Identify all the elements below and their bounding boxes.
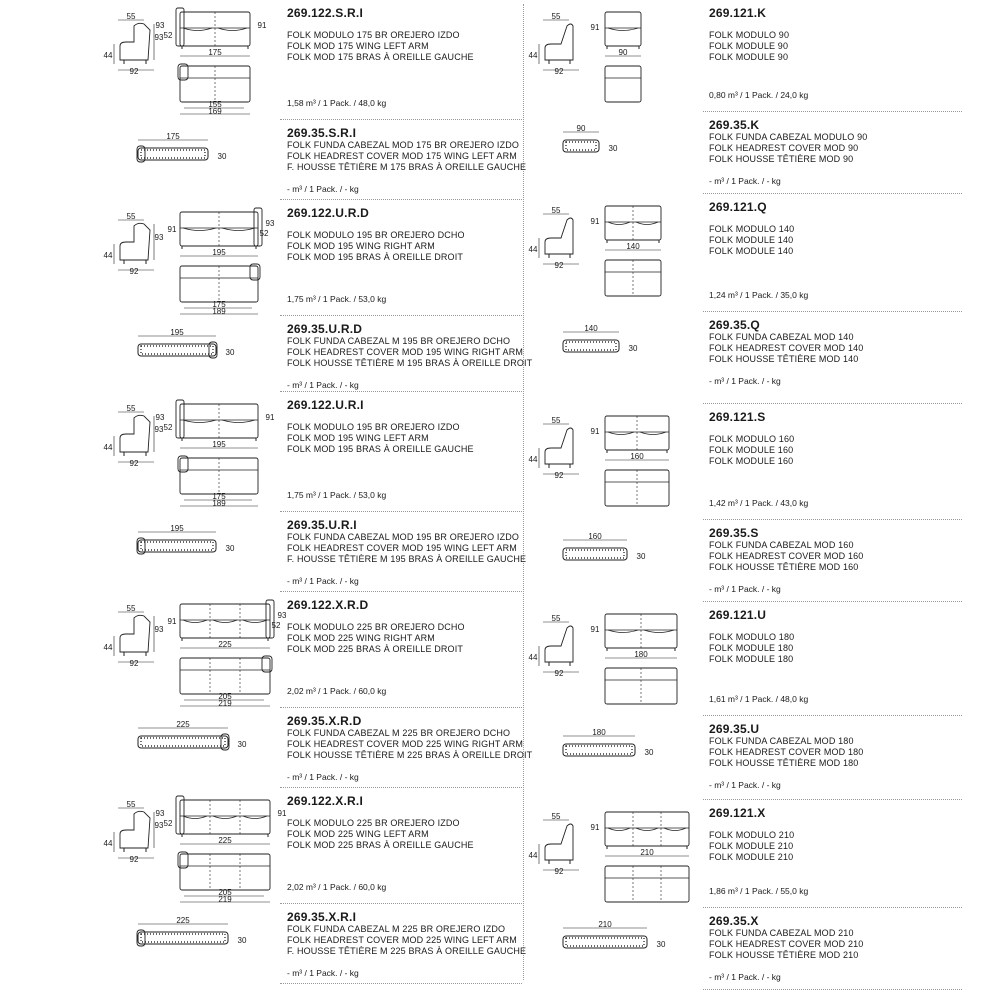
- side-view-drawing: [529, 12, 579, 76]
- description-line: F. HOUSSE TÊTIÈRE M 175 BRAS À OREILLE GAUCHE: [287, 162, 527, 173]
- description-line: FOLK MODULE 140: [709, 235, 794, 246]
- dim-front-height: 91: [590, 23, 600, 32]
- product-code: 269.35.X.R.I: [287, 910, 357, 924]
- product-code: 269.35.U: [709, 722, 760, 736]
- separator-line: [703, 989, 962, 990]
- side-view-drawing: [529, 812, 579, 876]
- product-specs: 2,02 m³ / 1 Pack. / 60,0 kg: [287, 686, 387, 696]
- description-line: FOLK FUNDA CABEZAL M 225 BR OREJERO IZDO: [287, 924, 506, 934]
- dim-cover-width: 160: [588, 532, 602, 541]
- dim-cover-height: 30: [237, 740, 247, 749]
- top-view-drawing: [605, 866, 689, 902]
- description-line: FOLK FUNDA CABEZAL MOD 210: [709, 928, 854, 938]
- description-line: FOLK MOD 225 BRAS À OREILLE DROIT: [287, 644, 463, 655]
- front-view-drawing: [591, 12, 641, 57]
- dim-cover-width: 175: [166, 132, 180, 141]
- separator-line: [703, 715, 962, 716]
- product-description: [709, 30, 789, 64]
- dim-cover-height: 30: [628, 344, 638, 353]
- dim-side-depth: 55: [551, 416, 561, 425]
- side-view-drawing: [529, 614, 579, 678]
- dim-seat-height: 44: [528, 51, 538, 60]
- dim-total-width: 219: [218, 699, 232, 708]
- side-view-drawing: [529, 416, 579, 480]
- separator-line: [703, 799, 962, 800]
- front-view-drawing: [591, 812, 689, 857]
- product-code: 269.122.X.R.D: [287, 598, 369, 612]
- separator-line: [703, 193, 962, 194]
- product-specs: - m³ / 1 Pack. / - kg: [287, 380, 359, 390]
- product-description: [709, 434, 794, 468]
- dim-cover-height: 30: [636, 552, 646, 561]
- module-entry: [0, 804, 1000, 910]
- dim-front-height: 91: [277, 809, 287, 818]
- dim-wing-height: 93: [155, 413, 165, 422]
- product-drawing: [0, 408, 1000, 522]
- product-specs: - m³ / 1 Pack. / - kg: [709, 972, 781, 982]
- description-line: FOLK MODULE 90: [709, 41, 789, 52]
- top-view-drawing: [605, 668, 677, 704]
- dim-cover-width: 140: [584, 324, 598, 333]
- product-code: 269.122.S.R.I: [287, 6, 363, 20]
- dim-seat-height: 44: [103, 51, 113, 60]
- dim-back-height: 52: [163, 819, 173, 828]
- headrest-cover-drawing: [563, 532, 646, 561]
- module-entry: [0, 408, 1000, 522]
- dim-cover-height: 30: [608, 144, 618, 153]
- product-specs: - m³ / 1 Pack. / - kg: [287, 968, 359, 978]
- description-line: FOLK HEADREST COVER MOD 160: [709, 551, 864, 562]
- dim-front-height: 91: [167, 225, 177, 234]
- description-line: FOLK MODULO 195 BR OREJERO IZDO: [287, 422, 460, 432]
- product-specs: 1,75 m³ / 1 Pack. / 53,0 kg: [287, 490, 387, 500]
- description-line: FOLK FUNDA CABEZAL MOD 195 BR OREJERO IZDO: [287, 532, 520, 542]
- product-code: 269.121.K: [709, 6, 767, 20]
- dim-cover-width: 195: [170, 328, 184, 337]
- dim-depth: 92: [554, 867, 564, 876]
- description-line: FOLK MODULO 160: [709, 434, 795, 444]
- dim-seat-height: 44: [528, 851, 538, 860]
- dim-side-height: 93: [154, 625, 164, 634]
- dim-width: 210: [640, 848, 654, 857]
- dim-seat-height: 44: [528, 245, 538, 254]
- dim-total-width: 189: [212, 499, 226, 508]
- description-line: FOLK FUNDA CABEZAL M 195 BR OREJERO DCHO: [287, 336, 511, 346]
- dim-side-height: 93: [154, 233, 164, 242]
- product-code: 269.35.S.R.I: [287, 126, 357, 140]
- dim-wing-height: 93: [155, 809, 165, 818]
- dim-width: 225: [218, 836, 232, 845]
- dim-inner-width: 155: [208, 100, 222, 109]
- description-line: FOLK HEADREST COVER MOD 225 WING LEFT ARM: [287, 935, 517, 946]
- dim-depth: 92: [129, 855, 139, 864]
- product-code: 269.35.X.R.D: [287, 714, 362, 728]
- description-line: FOLK MODULO 90: [709, 30, 790, 40]
- dim-front-height: 91: [590, 427, 600, 436]
- description-line: FOLK MOD 225 WING LEFT ARM: [287, 829, 429, 840]
- product-code: 269.122.X.R.I: [287, 794, 363, 808]
- product-specs: - m³ / 1 Pack. / - kg: [287, 184, 359, 194]
- module-entry: [0, 198, 1000, 314]
- dim-cover-width: 180: [592, 728, 606, 737]
- description-line: FOLK MOD 175 BRAS À OREILLE GAUCHE: [287, 52, 474, 63]
- description-line: FOLK HEADREST COVER MOD 140: [709, 343, 864, 354]
- description-line: FOLK HEADREST COVER MOD 210: [709, 939, 864, 950]
- product-description: [709, 332, 863, 366]
- product-description: [709, 224, 794, 258]
- description-line: FOLK MOD 225 WING RIGHT ARM: [287, 633, 435, 644]
- dim-seat-height: 44: [103, 251, 113, 260]
- product-specs: - m³ / 1 Pack. / - kg: [287, 772, 359, 782]
- description-line: FOLK HOUSSE TÊTIÈRE MOD 210: [709, 950, 859, 961]
- product-code: 269.35.K: [709, 118, 760, 132]
- dim-seat-height: 44: [528, 455, 538, 464]
- dim-front-height: 91: [590, 625, 600, 634]
- dim-seat-height: 44: [528, 653, 538, 662]
- product-specs: 1,75 m³ / 1 Pack. / 53,0 kg: [287, 294, 387, 304]
- dim-seat-height: 44: [103, 443, 113, 452]
- product-code: 269.35.Q: [709, 318, 760, 332]
- front-view-drawing: [591, 614, 677, 659]
- product-drawing: [0, 606, 1000, 718]
- description-line: FOLK MODULE 210: [709, 852, 794, 863]
- description-line: FOLK HOUSSE TÊTIÈRE MOD 140: [709, 354, 859, 365]
- description-line: FOLK MODULO 175 BR OREJERO IZDO: [287, 30, 460, 40]
- product-specs: - m³ / 1 Pack. / - kg: [709, 780, 781, 790]
- description-line: FOLK HOUSSE TÊTIÈRE M 225 BRAS À OREILLE DROIT: [287, 750, 533, 761]
- side-view-drawing: [529, 206, 579, 270]
- headrest-cover-drawing: [563, 728, 654, 757]
- description-line: FOLK MOD 195 BRAS À OREILLE DROIT: [287, 252, 463, 263]
- module-entry: [0, 4, 1000, 114]
- product-specs: 1,86 m³ / 1 Pack. / 55,0 kg: [709, 886, 809, 896]
- description-line: FOLK MOD 175 WING LEFT ARM: [287, 41, 429, 52]
- product-description: [709, 830, 794, 864]
- description-line: FOLK MOD 195 BRAS À OREILLE GAUCHE: [287, 444, 474, 455]
- description-line: FOLK MODULE 210: [709, 841, 794, 852]
- dim-side-depth: 55: [126, 604, 136, 613]
- dim-front-height: 91: [590, 823, 600, 832]
- dim-depth: 92: [554, 669, 564, 678]
- dim-width: 140: [626, 242, 640, 251]
- description-line: FOLK MOD 195 WING RIGHT ARM: [287, 241, 435, 252]
- dim-back-height: 52: [271, 621, 281, 630]
- description-line: FOLK HOUSSE TÊTIÈRE MOD 90: [709, 154, 854, 165]
- dim-cover-height: 30: [225, 544, 235, 553]
- product-code: 269.35.U.R.D: [287, 322, 363, 336]
- headrest-cover-drawing: [563, 124, 618, 153]
- dim-width: 160: [630, 452, 644, 461]
- dim-side-depth: 55: [126, 800, 136, 809]
- product-description: [709, 132, 867, 166]
- separator-line: [703, 111, 962, 112]
- dim-cover-width: 225: [176, 916, 190, 925]
- description-line: FOLK MODULE 140: [709, 246, 794, 257]
- dim-back-height: 52: [163, 423, 173, 432]
- description-line: FOLK FUNDA CABEZAL MOD 160: [709, 540, 854, 550]
- product-specs: 1,61 m³ / 1 Pack. / 48,0 kg: [709, 694, 809, 704]
- dim-seat-height: 44: [103, 839, 113, 848]
- separator-line: [703, 403, 962, 404]
- description-line: FOLK MODULO 225 BR OREJERO DCHO: [287, 622, 465, 632]
- description-line: FOLK HOUSSE TÊTIÈRE MOD 160: [709, 562, 859, 573]
- description-line: FOLK FUNDA CABEZAL MOD 180: [709, 736, 854, 746]
- headrest-cover-entry: [0, 524, 1000, 604]
- dim-width: 90: [618, 48, 628, 57]
- description-line: FOLK FUNDA CABEZAL MOD 140: [709, 332, 854, 342]
- description-line: FOLK FUNDA CABEZAL MOD 175 BR OREJERO IZDO: [287, 140, 520, 150]
- description-line: F. HOUSSE TÊTIÈRE M 225 BRAS À OREILLE GAUCHE: [287, 946, 527, 957]
- description-line: FOLK HOUSSE TÊTIÈRE MOD 180: [709, 758, 859, 769]
- description-line: FOLK HEADREST COVER MOD 195 WING RIGHT ARM: [287, 347, 524, 358]
- description-line: FOLK MOD 225 BRAS À OREILLE GAUCHE: [287, 840, 474, 851]
- description-line: FOLK HEADREST COVER MOD 90: [709, 143, 859, 154]
- description-line: FOLK MOD 195 WING LEFT ARM: [287, 433, 429, 444]
- top-view-drawing: [605, 260, 661, 296]
- description-line: FOLK HEADREST COVER MOD 175 WING LEFT ARM: [287, 151, 517, 162]
- dim-front-height: 91: [590, 217, 600, 226]
- description-line: FOLK MODULO 225 BR OREJERO IZDO: [287, 818, 460, 828]
- dim-width: 180: [634, 650, 648, 659]
- headrest-cover-drawing: [563, 920, 666, 949]
- dim-cover-height: 30: [237, 936, 247, 945]
- dim-depth: 92: [129, 459, 139, 468]
- dim-wing-height: 93: [277, 611, 287, 620]
- dim-side-height: 93: [154, 425, 164, 434]
- top-view-drawing: [605, 470, 669, 506]
- description-line: FOLK HOUSSE TÊTIÈRE M 195 BRAS À OREILLE DROIT: [287, 358, 533, 369]
- dim-depth: 92: [129, 267, 139, 276]
- dim-cover-height: 30: [217, 152, 227, 161]
- product-specs: 1,42 m³ / 1 Pack. / 43,0 kg: [709, 498, 809, 508]
- description-line: FOLK MODULE 90: [709, 52, 789, 63]
- description-line: FOLK HEADREST COVER MOD 195 WING LEFT ARM: [287, 543, 517, 554]
- dim-cover-width: 90: [576, 124, 586, 133]
- dim-cover-height: 30: [644, 748, 654, 757]
- description-line: F. HOUSSE TÊTIÈRE M 195 BRAS À OREILLE GAUCHE: [287, 554, 527, 565]
- product-code: 269.121.Q: [709, 200, 767, 214]
- headrest-cover-entry: [0, 116, 1000, 196]
- product-specs: - m³ / 1 Pack. / - kg: [709, 584, 781, 594]
- product-specs: 1,58 m³ / 1 Pack. / 48,0 kg: [287, 98, 387, 108]
- dim-width: 195: [212, 440, 226, 449]
- dim-total-width: 189: [212, 307, 226, 316]
- product-drawing: [0, 198, 1000, 314]
- dim-side-depth: 55: [551, 12, 561, 21]
- dim-side-height: 93: [154, 821, 164, 830]
- separator-line: [703, 907, 962, 908]
- product-description: [709, 632, 794, 666]
- description-line: FOLK FUNDA CABEZAL M 225 BR OREJERO DCHO: [287, 728, 511, 738]
- module-entry: [0, 606, 1000, 718]
- dim-inner-width: 175: [212, 300, 226, 309]
- dim-cover-height: 30: [225, 348, 235, 357]
- product-code: 269.121.X: [709, 806, 766, 820]
- description-line: FOLK MODULE 160: [709, 456, 794, 467]
- description-line: FOLK MODULO 180: [709, 632, 795, 642]
- dim-side-depth: 55: [126, 212, 136, 221]
- dim-back-height: 52: [163, 31, 173, 40]
- description-line: FOLK MODULO 195 BR OREJERO DCHO: [287, 230, 465, 240]
- description-line: FOLK FUNDA CABEZAL MODULO 90: [709, 132, 868, 142]
- product-code: 269.35.U.R.I: [287, 518, 357, 532]
- dim-side-depth: 55: [126, 404, 136, 413]
- dim-side-depth: 55: [551, 812, 561, 821]
- separator-line: [703, 519, 962, 520]
- dim-total-width: 169: [208, 107, 222, 116]
- product-drawing: [0, 804, 1000, 910]
- front-view-drawing: [591, 416, 669, 461]
- dim-cover-width: 210: [598, 920, 612, 929]
- dim-inner-width: 205: [218, 692, 232, 701]
- dim-side-depth: 55: [126, 12, 136, 21]
- description-line: FOLK HEADREST COVER MOD 180: [709, 747, 864, 758]
- description-line: FOLK MODULO 210: [709, 830, 795, 840]
- headrest-cover-drawing: [563, 324, 638, 353]
- dim-depth: 92: [129, 659, 139, 668]
- product-code: 269.121.S: [709, 410, 766, 424]
- dim-depth: 92: [554, 471, 564, 480]
- dim-depth: 92: [129, 67, 139, 76]
- dim-seat-height: 44: [103, 643, 113, 652]
- dim-inner-width: 175: [212, 492, 226, 501]
- dim-side-height: 93: [154, 33, 164, 42]
- description-line: FOLK MODULO 140: [709, 224, 795, 234]
- front-view-drawing: [591, 206, 661, 251]
- product-specs: - m³ / 1 Pack. / - kg: [709, 376, 781, 386]
- dim-depth: 92: [554, 261, 564, 270]
- dim-front-height: 91: [167, 617, 177, 626]
- dim-front-height: 91: [257, 21, 267, 30]
- product-code: 269.122.U.R.D: [287, 206, 369, 220]
- dim-width: 195: [212, 248, 226, 257]
- top-view-drawing: [605, 66, 641, 102]
- description-line: FOLK MODULE 160: [709, 445, 794, 456]
- separator-line: [703, 311, 962, 312]
- dim-width: 225: [218, 640, 232, 649]
- dim-side-depth: 55: [551, 614, 561, 623]
- product-description: [709, 540, 863, 574]
- description-line: FOLK MODULE 180: [709, 643, 794, 654]
- product-specs: 0,80 m³ / 1 Pack. / 24,0 kg: [709, 90, 809, 100]
- dim-back-height: 52: [259, 229, 269, 238]
- description-line: FOLK MODULE 180: [709, 654, 794, 665]
- product-description: [709, 928, 863, 962]
- dim-wing-height: 93: [265, 219, 275, 228]
- product-code: 269.35.S: [709, 526, 759, 540]
- dim-inner-width: 205: [218, 888, 232, 897]
- dim-wing-height: 93: [155, 21, 165, 30]
- product-code: 269.35.X: [709, 914, 759, 928]
- product-specs: - m³ / 1 Pack. / - kg: [709, 176, 781, 186]
- dim-cover-width: 195: [170, 524, 184, 533]
- headrest-cover-entry: [0, 316, 1000, 406]
- dim-front-height: 91: [265, 413, 275, 422]
- product-code: 269.121.U: [709, 608, 767, 622]
- product-specs: - m³ / 1 Pack. / - kg: [287, 576, 359, 586]
- description-line: FOLK HEADREST COVER MOD 225 WING RIGHT ARM: [287, 739, 524, 750]
- product-specs: 1,24 m³ / 1 Pack. / 35,0 kg: [709, 290, 809, 300]
- headrest-cover-entry: [0, 912, 1000, 992]
- dim-side-depth: 55: [551, 206, 561, 215]
- dim-cover-height: 30: [656, 940, 666, 949]
- dim-total-width: 219: [218, 895, 232, 904]
- separator-line: [703, 601, 962, 602]
- dim-cover-width: 225: [176, 720, 190, 729]
- headrest-cover-entry: [0, 720, 1000, 802]
- product-drawing: [0, 4, 1000, 114]
- product-code: 269.122.U.R.I: [287, 398, 364, 412]
- dim-depth: 92: [554, 67, 564, 76]
- product-specs: 2,02 m³ / 1 Pack. / 60,0 kg: [287, 882, 387, 892]
- dim-width: 175: [208, 48, 222, 57]
- product-description: [709, 736, 863, 770]
